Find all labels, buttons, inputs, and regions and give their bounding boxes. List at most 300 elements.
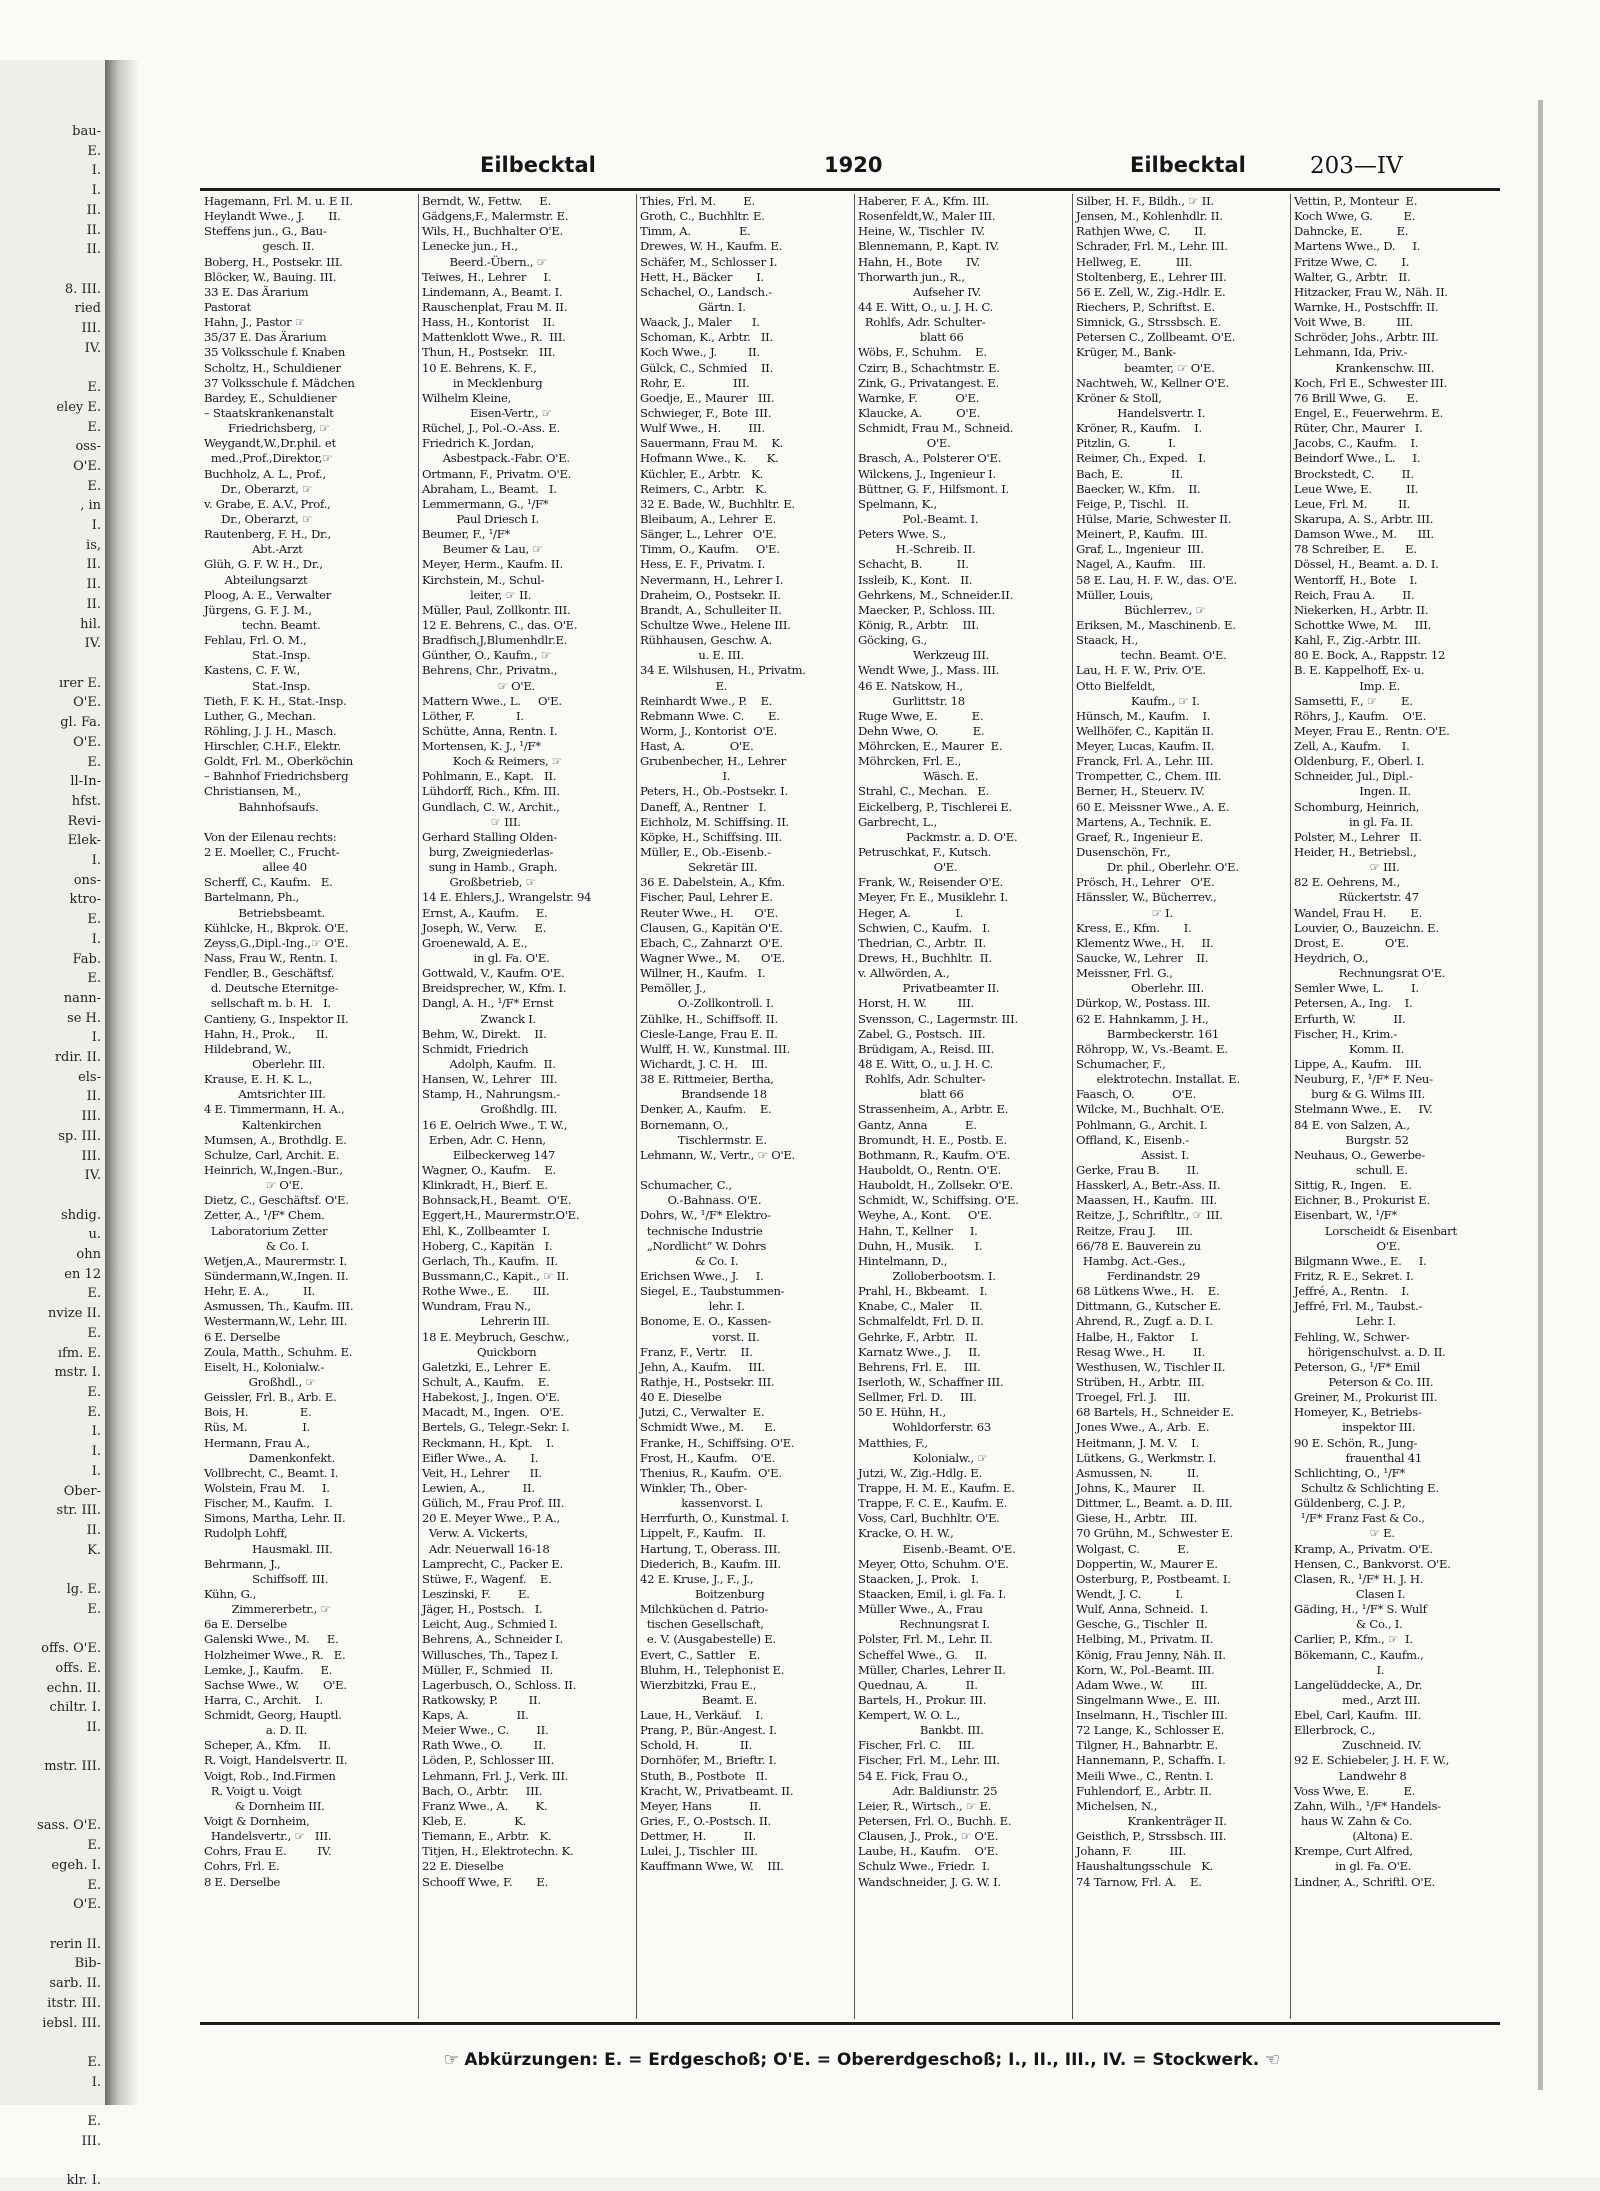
directory-entry: Kleb, E. K.: [422, 1814, 527, 1829]
directory-entry: Drewes, W. H., Kaufm. E.: [640, 239, 783, 254]
directory-entry: Röhropp, W., Vs.-Beamt. E.: [1076, 1041, 1228, 1056]
directory-entry: 4 E. Timmermann, H. A.,: [204, 1102, 345, 1117]
directory-entry: Stüwe, F., Wagenf. E.: [422, 1571, 552, 1586]
directory-entry: Matthies, F.,: [858, 1435, 928, 1450]
directory-entry: Fischer, H., Krim.-: [1294, 1026, 1398, 1041]
directory-entry: Rühhausen, Geschw. A.: [640, 633, 772, 648]
directory-entry: Meili Wwe., C., Rentn. I.: [1076, 1768, 1214, 1783]
directory-entry: Reckmann, H., Kpt. I.: [422, 1435, 554, 1450]
page-fold-shadow: [105, 60, 139, 2105]
directory-entry: Ellerbrock, C.,: [1294, 1723, 1376, 1738]
directory-entry: in gl. Fa. O'E.: [422, 951, 550, 966]
directory-entry: Rebmann Wwe. C. E.: [640, 708, 780, 723]
directory-entry: Voss, Carl, Buchhltr. O'E.: [858, 1511, 1000, 1526]
directory-entry: Hildebrand, W.,: [204, 1041, 292, 1056]
directory-entry: Haushaltungsschule K.: [1076, 1859, 1214, 1874]
directory-entry: Timm, A. E.: [640, 224, 751, 239]
directory-entry: Winkler, Th., Ober-: [640, 1480, 747, 1495]
directory-entry: Giese, H., Arbtr. III.: [1076, 1511, 1198, 1526]
directory-entry: Singelmann Wwe., E. III.: [1076, 1692, 1221, 1707]
directory-entry: Dössel, H., Beamt. a. D. I.: [1294, 557, 1439, 572]
directory-entry: Bartelmann, Ph.,: [204, 890, 300, 905]
directory-entry: u. E. III.: [640, 648, 744, 663]
directory-entry: Asbestpack.-Fabr. O'E.: [422, 451, 570, 466]
directory-entry: Sachse Wwe., W. O'E.: [204, 1677, 347, 1692]
directory-entry: Beumer & Lau, ☞: [422, 542, 543, 557]
abbreviations-text: Abkürzungen: E. = Erdgeschoß; O'E. = Obererdgeschoß; I., II., III., IV. = Stockwerk.: [464, 2050, 1260, 2070]
directory-entry: Daneff, A., Rentner I.: [640, 799, 767, 814]
directory-entry: Ingen. II.: [1294, 784, 1411, 799]
directory-entry: Erfurth, W. II.: [1294, 1011, 1406, 1026]
directory-entry: Wilcke, M., Buchhalt. O'E.: [1076, 1102, 1225, 1117]
directory-entry: Jeffré, A., Rentn. I.: [1294, 1284, 1410, 1299]
directory-entry: Lindemann, A., Beamt. I.: [422, 284, 563, 299]
directory-entry: v. Grabe, E. A.V., Prof.,: [204, 496, 331, 511]
directory-entry: Eisenb.-Beamt. O'E.: [858, 1541, 1016, 1556]
directory-entry: Damson Wwe., M. III.: [1294, 527, 1434, 542]
directory-entry: Beindorf Wwe., L. I.: [1294, 451, 1421, 466]
directory-entry: Rechnungsrat I.: [858, 1617, 990, 1632]
directory-entry: Graf, L., Ingenieur III.: [1076, 542, 1204, 557]
directory-entry: Carlier, P., Kfm., ☞ I.: [1294, 1632, 1413, 1647]
directory-entry: Jehn, A., Kaufm. III.: [640, 1359, 765, 1374]
directory-entry: Niekerken, H., Arbtr. II.: [1294, 602, 1429, 617]
directory-entry: Helbing, M., Privatm. II.: [1076, 1632, 1214, 1647]
directory-entry: Heinrich, W.,Ingen.-Bur.,: [204, 1163, 343, 1177]
directory-entry: Brandsende 18: [640, 1087, 767, 1102]
directory-entry: Titjen, H., Elektrotechn. K.: [422, 1844, 574, 1859]
directory-entry: ☞ III.: [1294, 860, 1400, 875]
directory-entry: Voigt & Dornheim,: [204, 1814, 310, 1829]
directory-entry: Hambg. Act.-Ges.,: [1076, 1253, 1186, 1268]
directory-entry: Lemmermann, G., ¹/F*: [422, 496, 549, 511]
directory-entry: Pohlmann, E., Kapt. II.: [422, 769, 557, 784]
directory-entry: Gottwald, V., Kaufm. O'E.: [422, 966, 565, 981]
directory-entry: Heylandt Wwe., J. II.: [204, 209, 341, 224]
directory-entry: Johns, K., Maurer II.: [1076, 1480, 1205, 1495]
directory-entry: Scheper, A., Kfm. II.: [204, 1738, 331, 1753]
directory-entry: Meyer, Frau E., Rentn. O'E.: [1294, 723, 1450, 738]
directory-entry: Burgstr. 52: [1294, 1132, 1409, 1147]
directory-entry: Osterburg, P., Postbeamt. I.: [1076, 1571, 1231, 1586]
directory-entry: Adam Wwe., W. III.: [1076, 1677, 1208, 1692]
directory-entry: Meyer, Herm., Kaufm. II.: [422, 557, 563, 572]
directory-entry: 84 E. von Salzen, A.,: [1294, 1117, 1410, 1132]
directory-entry: Gülich, M., Frau Prof. III.: [422, 1496, 565, 1511]
directory-entry: Vettin, P., Monteur E.: [1294, 194, 1418, 208]
directory-entry: Inselmann, H., Tischler III.: [1076, 1708, 1228, 1723]
directory-entry: Langelüddecke, A., Dr.: [1294, 1677, 1423, 1692]
directory-entry: Bankbt. III.: [858, 1723, 984, 1738]
directory-entry: Kaufm., ☞ I.: [1076, 693, 1200, 708]
directory-entry: Eiselt, H., Kolonialw.-: [204, 1359, 325, 1374]
directory-entry: Christiansen, M.,: [204, 784, 301, 799]
directory-entry: Luther, G., Mechan.: [204, 708, 316, 723]
directory-entry: Krankenschw. III.: [1294, 360, 1435, 375]
directory-entry: Zimmererbetr., ☞: [204, 1602, 331, 1617]
directory-entry: Mortensen, K. J., ¹/F*: [422, 739, 541, 754]
directory-entry: Bois, H. E.: [204, 1405, 312, 1420]
directory-entry: Gädgens,F., Malermstr. E.: [422, 209, 569, 224]
directory-entry: Rauschenplat, Frau M. II.: [422, 299, 568, 314]
directory-entry: Fischer, M., Kaufm. I.: [204, 1496, 333, 1511]
directory-entry: Rautenberg, F. H., Dr.,: [204, 527, 331, 542]
directory-entry: Leue, Frl. M. II.: [1294, 496, 1411, 511]
directory-entry: – Staatskrankenanstalt: [204, 405, 334, 420]
directory-entry: Frank, W., Reisender O'E.: [858, 875, 1003, 890]
directory-entry: Adolph, Kaufm. II.: [422, 1057, 556, 1072]
directory-entry: Thies, Frl. M. E.: [640, 194, 755, 208]
pointing-hand-icon: ☞: [443, 2050, 465, 2070]
directory-entry: Koch Wwe., J. II.: [640, 345, 760, 360]
directory-entry: Simons, Martha, Lehr. II.: [204, 1511, 346, 1526]
directory-entry: Duhn, H., Musik. I.: [858, 1238, 983, 1253]
directory-entry: Hänssler, W., Bücherrev.,: [1076, 890, 1217, 905]
directory-entry: Lippelt, F., Kaufm. II.: [640, 1526, 766, 1541]
directory-entry: Rath Wwe., O. II.: [422, 1738, 546, 1753]
directory-entry: Martens Wwe., D. I.: [1294, 239, 1421, 254]
directory-entry: Wendt, J. C. I.: [1076, 1586, 1184, 1601]
directory-entry: Kolonialw., ☞: [858, 1450, 988, 1465]
directory-entry: Reinhardt Wwe., P. E.: [640, 693, 773, 708]
directory-entry: Dettmer, H. II.: [640, 1829, 756, 1844]
directory-entry: Möhrcken, E., Maurer E.: [858, 739, 1003, 754]
directory-entry: Pol.-Beamt. I.: [858, 511, 979, 526]
column-divider: [418, 194, 419, 2019]
directory-entry: Meissner, Frl. G.,: [1076, 966, 1173, 981]
directory-entry: Tischlermstr. E.: [640, 1132, 767, 1147]
directory-entry: Ernst, A., Kaufm. E.: [422, 905, 548, 920]
directory-entry: Tilgner, H., Bahnarbtr. E.: [1076, 1738, 1218, 1753]
directory-entry: Fehling, W., Schwer-: [1294, 1329, 1410, 1344]
directory-entry: Rathje, H., Postsekr. III.: [640, 1374, 775, 1389]
directory-entry: Leszinski, F. E.: [422, 1586, 530, 1601]
directory-entry: Behrens, A., Schneider I.: [422, 1632, 563, 1647]
column-3: [640, 194, 850, 2019]
directory-entry: E.: [640, 678, 728, 693]
directory-entry: Garbrecht, L.,: [858, 814, 938, 829]
directory-entry: tischen Gesellschaft,: [640, 1617, 764, 1632]
directory-entry: Schult, A., Kaufm. E.: [422, 1374, 550, 1389]
directory-entry: Lehmann, Ida, Priv.-: [1294, 345, 1408, 360]
directory-entry: Hintelmann, D.,: [858, 1253, 948, 1268]
directory-entry: Stoltenberg, E., Lehrer III.: [1076, 269, 1227, 284]
directory-entry: e. V. (Ausgabestelle) E.: [640, 1632, 776, 1647]
directory-entry: Bluhm, H., Telephonist E.: [640, 1662, 785, 1677]
directory-entry: Jutzi, W., Zig.-Hdlg. E.: [858, 1465, 982, 1480]
directory-entry: Bertels, G., Telegr.-Sekr. I.: [422, 1420, 570, 1435]
directory-entry: Barmbeckerstr. 161: [1076, 1026, 1219, 1041]
directory-entry: Hett, H., Bäcker I.: [640, 269, 764, 284]
directory-entry: Hahn, T., Kellner I.: [858, 1223, 978, 1238]
directory-entry: Kirchstein, M., Schul-: [422, 572, 545, 587]
directory-entry: techn. Beamt.: [204, 617, 321, 632]
directory-entry: Wandschneider, J. G. W. I.: [858, 1874, 1001, 1889]
directory-entry: Eichner, B., Prokurist E.: [1294, 1193, 1430, 1208]
directory-entry: Leicht, Aug., Schmied I.: [422, 1617, 558, 1632]
directory-entry: Eickelberg, P., Tischlerei E.: [858, 799, 1012, 814]
directory-entry: H.-Schreib. II.: [858, 542, 976, 557]
directory-entry: Czirr, B., Schachtmstr. E.: [858, 360, 1000, 375]
directory-entry: – Bahnhof Friedrichsberg: [204, 769, 349, 784]
directory-entry: Krause, E. H. K. L.,: [204, 1072, 313, 1087]
directory-entry: Buchholz, A. L., Prof.,: [204, 466, 326, 481]
directory-entry: Bartels, H., Prokur. III.: [858, 1692, 987, 1707]
directory-entry: Brandt, A., Schulleiter II.: [640, 602, 782, 617]
directory-entry: Brasch, A., Polsterer O'E.: [858, 451, 1002, 466]
directory-entry: O'E.: [1294, 1238, 1401, 1253]
directory-entry: v. Allwörden, A.,: [858, 966, 950, 981]
directory-entry: Krempe, Curt Alfred,: [1294, 1844, 1413, 1859]
directory-entry: 46 E. Natskow, H.,: [858, 678, 963, 693]
directory-entry: Adr. Neuerwall 16-18: [422, 1541, 550, 1556]
directory-entry: ☞ O'E.: [422, 678, 535, 693]
directory-entry: ☞ III.: [422, 814, 521, 829]
directory-entry: Cohrs, Frl. E.: [204, 1859, 280, 1874]
column-4: [858, 194, 1068, 2019]
directory-entry: Ortmann, F., Privatm. O'E.: [422, 466, 572, 481]
directory-entry: Friedrichsberg, ☞: [204, 421, 330, 436]
directory-entry: Lamprecht, C., Packer E.: [422, 1556, 563, 1571]
directory-entry: Wils, H., Buchhalter O'E.: [422, 224, 563, 239]
directory-entry: Dohrs, W., ¹/F* Elektro-: [640, 1208, 771, 1223]
directory-entry: Stamp, H., Nahrungsm.-: [422, 1087, 560, 1102]
directory-entry: frauenthal 41: [1294, 1450, 1423, 1465]
directory-entry: Nachtweh, W., Kellner O'E.: [1076, 375, 1229, 390]
directory-entry: Saucke, W., Lehrer II.: [1076, 951, 1209, 966]
directory-entry: Heider, H., Betriebsl.,: [1294, 845, 1417, 860]
directory-entry: ☞ I.: [1076, 905, 1173, 920]
directory-entry: Mumsen, A., Brothdlg. E.: [204, 1132, 347, 1147]
directory-entry: Kress, E., Kfm. I.: [1076, 920, 1192, 935]
directory-entry: Scheffel Wwe., G. II.: [858, 1647, 987, 1662]
directory-entry: 35 Volksschule f. Knaben: [204, 345, 346, 360]
directory-entry: Polster, M., Lehrer II.: [1294, 829, 1422, 844]
directory-entry: Petruschkat, F., Kutsch.: [858, 845, 992, 860]
directory-entry: Hauboldt, O., Rentn. O'E.: [858, 1163, 1002, 1177]
directory-entry: Hagemann, Frl. M. u. E II.: [204, 194, 353, 208]
directory-entry: haus W. Zahn & Co.: [1294, 1814, 1413, 1829]
directory-entry: Hass, H., Kontorist II.: [422, 315, 555, 330]
directory-entry: Klaucke, A. O'E.: [858, 405, 981, 420]
directory-entry: Behrens, Chr., Privatm.,: [422, 663, 558, 678]
directory-entry: Michelsen, N.,: [1076, 1798, 1158, 1813]
directory-entry: Abraham, L., Beamt. I.: [422, 481, 557, 496]
directory-entry: Handelsvertr., ☞ III.: [204, 1829, 332, 1844]
directory-entry: Clasen, R., ¹/F* H. J. H.: [1294, 1571, 1424, 1586]
directory-entry: Göcking, G.,: [858, 633, 927, 648]
directory-entry: Lorscheidt & Eisenbart: [1294, 1223, 1457, 1238]
directory-entry: Kahl, F., Zig.-Arbtr. III.: [1294, 633, 1421, 648]
directory-entry: hörigenschulvst. a. D. II.: [1294, 1344, 1446, 1359]
directory-entry: Hahn, J., Pastor ☞: [204, 315, 306, 330]
directory-entry: Nevermann, H., Lehrer I.: [640, 572, 784, 587]
directory-entry: Gehrkens, M., Schneider.II.: [858, 587, 1014, 602]
directory-entry: 60 E. Meissner Wwe., A. E.: [1076, 799, 1230, 814]
directory-entry: Schoman, K., Arbtr. II.: [640, 330, 773, 345]
directory-entry: Müller, Charles, Lehrer II.: [858, 1662, 1006, 1677]
directory-entry: Dehn Wwe, O. E.: [858, 723, 985, 738]
directory-entry: 76 Brill Wwe, G. E.: [1294, 390, 1419, 405]
column-divider: [636, 194, 637, 2019]
directory-entry: Ciesle-Lange, Frau E. II.: [640, 1026, 778, 1041]
directory-entry: Müller, Paul, Zollkontr. III.: [422, 602, 571, 617]
directory-entry: Denker, A., Kaufm. E.: [640, 1102, 772, 1117]
directory-entry: Steffens jun., G., Bau-: [204, 224, 327, 239]
directory-entry: burg, Zweigniederlas-: [422, 845, 554, 860]
directory-entry: Willner, H., Kaufm. I.: [640, 966, 766, 981]
directory-entry: Otto Bielfeldt,: [1076, 678, 1156, 693]
directory-entry: Hitzacker, Frau W., Näh. II.: [1294, 284, 1448, 299]
directory-entry: 20 E. Meyer Wwe., P. A.,: [422, 1511, 560, 1526]
directory-entry: Grubenbecher, H., Lehrer: [640, 754, 786, 769]
directory-entry: Rechnungsrat O'E.: [1294, 966, 1446, 981]
directory-entry: Fritze Wwe, C. I.: [1294, 254, 1410, 269]
directory-entry: Neuhaus, O., Gewerbe-: [1294, 1147, 1425, 1162]
directory-entry: inspektor III.: [1294, 1420, 1416, 1435]
directory-entry: Gesche, G., Tischler II.: [1076, 1617, 1208, 1632]
directory-entry: 36 E. Dabelstein, A., Kfm.: [640, 875, 786, 890]
directory-entry: 34 E. Wilshusen, H., Privatm.: [640, 663, 806, 678]
directory-entry: 80 E. Bock, A., Rappstr. 12: [1294, 648, 1446, 663]
directory-entry: Hauboldt, H., Zollsekr. O'E.: [858, 1178, 1013, 1193]
directory-entry: Ruge Wwe, E. E.: [858, 708, 984, 723]
directory-entry: in Mecklenburg: [422, 375, 543, 390]
directory-entry: Staacken, Emil, i. gl. Fa. I.: [858, 1586, 1007, 1601]
directory-entry: Schwieger, F., Bote III.: [640, 405, 772, 420]
directory-entry: Wulf, Anna, Schneid. I.: [1076, 1602, 1209, 1617]
directory-entry: Wagner, O., Kaufm. E.: [422, 1163, 556, 1177]
directory-entry: Hartung, T., Oberass. III.: [640, 1541, 781, 1556]
directory-entry: Hasskerl, A., Betr.-Ass. II.: [1076, 1178, 1221, 1193]
directory-entry: Weyhe, A., Kont. O'E.: [858, 1208, 992, 1223]
directory-entry: Glüh, G. F. W. H., Dr.,: [204, 557, 323, 572]
directory-entry: Stuth, B., Postbote II.: [640, 1768, 768, 1783]
directory-entry: Eisenbart, W., ¹/F*: [1294, 1208, 1397, 1223]
directory-entry: Kaltenkirchen: [204, 1117, 322, 1132]
header-street-right: Eilbecktal: [1130, 153, 1246, 177]
directory-entry: Lemke, J., Kaufm. E.: [204, 1662, 333, 1677]
directory-entry: Koch & Reimers, ☞: [422, 754, 563, 769]
directory-entry: Rüs, M. I.: [204, 1420, 311, 1435]
directory-entry: Troegel, Frl. J. III.: [1076, 1390, 1191, 1405]
column-5: [1076, 194, 1286, 2019]
directory-entry: Erben, Adr. C. Henn,: [422, 1132, 546, 1147]
directory-entry: Hahn, H., Prok., II.: [204, 1026, 328, 1041]
directory-entry: Strüben, H., Arbtr. III.: [1076, 1374, 1205, 1389]
directory-entry: Petersen, A., Ing. I.: [1294, 996, 1413, 1011]
directory-entry: Lagerbusch, O., Schloss. II.: [422, 1677, 577, 1692]
directory-entry: Schiffsoff. III.: [204, 1571, 329, 1586]
directory-entry: Simnick, G., Strssbsch. E.: [1076, 315, 1222, 330]
directory-entry: Fischer, Frl. M., Lehr. III.: [858, 1753, 1000, 1768]
directory-entry: Scholtz, H., Schuldiener: [204, 360, 341, 375]
directory-entry: Zetter, A., ¹/F* Chem.: [204, 1208, 325, 1223]
directory-entry: Wendt Wwe, J., Mass. III.: [858, 663, 1000, 678]
directory-entry: Schulze, Carl, Archit. E.: [204, 1147, 340, 1162]
directory-entry: Damenkonfekt.: [204, 1450, 335, 1465]
directory-entry: Diederich, B., Kaufm. III.: [640, 1556, 781, 1571]
directory-entry: med., Arzt III.: [1294, 1692, 1421, 1707]
directory-entry: Berner, H., Steuerv. IV.: [1076, 784, 1205, 799]
directory-entry: Staacken, J., Prok. I.: [858, 1571, 979, 1586]
directory-entry: Schmidt, Georg, Hauptl.: [204, 1708, 342, 1723]
directory-entry: „Nordlicht“ W. Dohrs: [640, 1238, 767, 1253]
directory-entry: Laue, H., Verkäuf. I.: [640, 1708, 764, 1723]
directory-entry: Hahn, H., Bote IV.: [858, 254, 980, 269]
directory-entry: Klinkradt, H., Bierf. E.: [422, 1178, 548, 1193]
directory-entry: Güldenberg, C. J. P.,: [1294, 1496, 1406, 1511]
directory-entry: Reitze, J., Schriftltr., ☞ III.: [1076, 1208, 1223, 1223]
directory-entry: O.-Zollkontroll. I.: [640, 996, 774, 1011]
directory-entry: Lippe, A., Kaufm. III.: [1294, 1057, 1422, 1072]
directory-entry: 37 Volksschule f. Mädchen: [204, 375, 355, 390]
directory-entry: Haberer, F. A., Kfm. III.: [858, 194, 989, 208]
directory-entry: Wolgast, C. E.: [1076, 1541, 1189, 1556]
directory-entry: Verw. A. Vickerts,: [422, 1526, 528, 1541]
directory-entry: Von der Eilenau rechts:: [204, 829, 337, 844]
directory-entry: 35/37 E. Das Ärarium: [204, 330, 327, 345]
directory-entry: Resag Wwe., H. II.: [1076, 1344, 1206, 1359]
footer-rule: [200, 2022, 1500, 2025]
directory-entry: Berndt, W., Fettw. E.: [422, 194, 551, 208]
directory-entry: 54 E. Fick, Frau O.,: [858, 1768, 968, 1783]
directory-entry: Bonome, E. O., Kassen-: [640, 1314, 772, 1329]
directory-entry: Strassenheim, A., Arbtr. E.: [858, 1102, 1009, 1117]
header-year: 1920: [824, 153, 883, 177]
directory-entry: Kramp, A., Privatm. O'E.: [1294, 1541, 1433, 1556]
directory-entry: 66/78 E. Bauverein zu: [1076, 1238, 1201, 1253]
directory-entry: Gurlittstr. 18: [858, 693, 965, 708]
directory-entry: Schmidt Wwe., M. E.: [640, 1420, 776, 1435]
directory-entry: Hülse, Marie, Schwester II.: [1076, 511, 1232, 526]
directory-entry: Bardey, E., Schuldiener: [204, 390, 337, 405]
directory-entry: Pemöller, J.,: [640, 981, 706, 996]
directory-entry: 48 E. Witt, O., u. J. H. C.: [858, 1057, 994, 1072]
directory-entry: Kaps, A. II.: [422, 1708, 529, 1723]
directory-entry: Maecker, P., Schloss. III.: [858, 602, 995, 617]
directory-entry: Fendler, B., Geschäftsf.: [204, 966, 335, 981]
directory-entry: Rohr, E. III.: [640, 375, 750, 390]
directory-entry: Peters, H., Ob.-Postsekr. I.: [640, 784, 788, 799]
directory-entry: Günther, O., Kaufm., ☞: [422, 648, 551, 663]
directory-entry: Bach, E. II.: [1076, 466, 1184, 481]
directory-entry: 74 Tarnow, Frl. A. E.: [1076, 1874, 1202, 1889]
directory-entry: Rothe Wwe., E. III.: [422, 1284, 550, 1299]
directory-entry: Timm, O., Kaufm. O'E.: [640, 542, 780, 557]
directory-entry: Köpke, H., Schiffsing. III.: [640, 829, 782, 844]
directory-entry: Wandel, Frau H. E.: [1294, 905, 1423, 920]
directory-entry: Issleib, K., Kont. II.: [858, 572, 973, 587]
directory-entry: 82 E. Oehrens, M.,: [1294, 875, 1401, 890]
directory-entry: Willusches, Th., Tapez I.: [422, 1647, 559, 1662]
directory-entry: Polster, Frl. M., Lehr. II.: [858, 1632, 993, 1647]
directory-entry: Drost, E. O'E.: [1294, 935, 1409, 950]
directory-entry: Draheim, O., Postsekr. II.: [640, 587, 781, 602]
directory-entry: Pitzlin, G. I.: [1076, 436, 1176, 451]
directory-entry: Heine, W., Tischler IV.: [858, 224, 985, 239]
directory-entry: Kracht, W., Privatbeamt. II.: [640, 1783, 794, 1798]
directory-entry: Prang, P., Bür.-Angest. I.: [640, 1723, 777, 1738]
directory-entry: Hünsch, M., Kaufm. I.: [1076, 708, 1211, 723]
directory-entry: Brüdigam, A., Reisd. III.: [858, 1041, 994, 1056]
directory-entry: Lindner, A., Schriftl. O'E.: [1294, 1874, 1435, 1889]
directory-entry: Johann, F. III.: [1076, 1844, 1186, 1859]
directory-entry: Gülck, C., Schmied II.: [640, 360, 774, 375]
directory-entry: Silber, H. F., Bildh., ☞ II.: [1076, 194, 1214, 208]
directory-entry: Großhdlg. III.: [422, 1102, 558, 1117]
directory-entry: Quickborn: [422, 1344, 537, 1359]
